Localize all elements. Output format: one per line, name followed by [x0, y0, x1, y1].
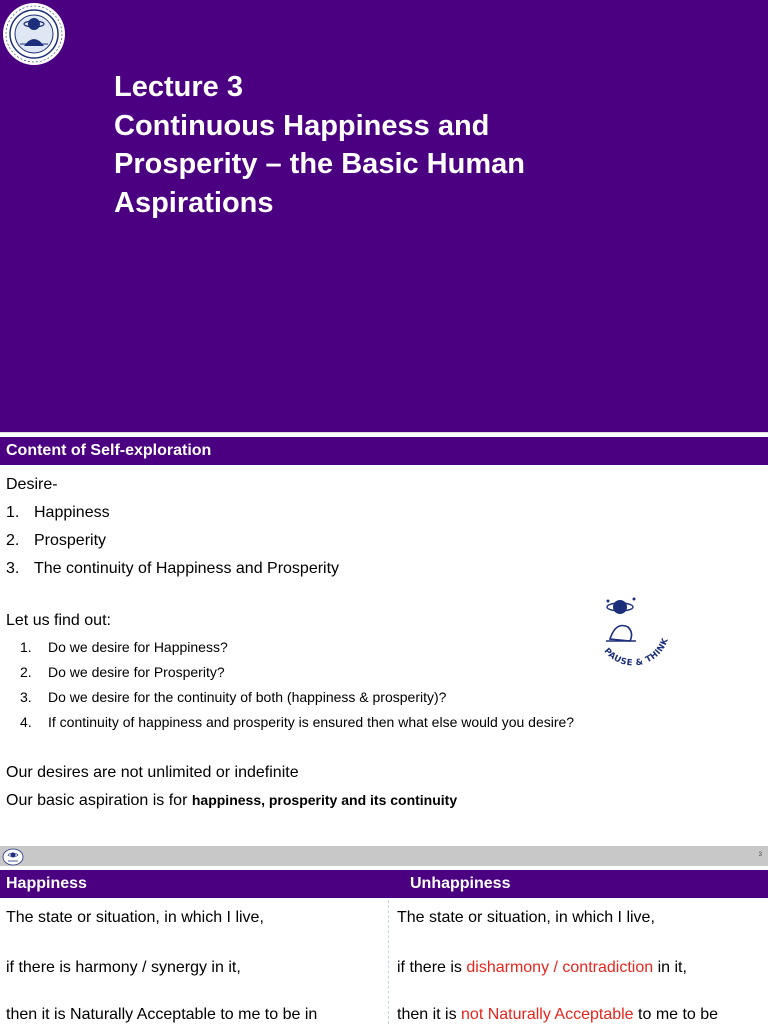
- list-item: [6, 504, 110, 522]
- column-divider: [388, 900, 389, 1024]
- list-number: 2.: [6, 532, 20, 549]
- title-slide: [0, 0, 768, 432]
- happiness-line-1: The state or situation, in which I live,: [6, 909, 264, 926]
- happiness-line-3: then it is Naturally Acceptable to me to be in: [6, 1006, 318, 1023]
- pause-think-text: PAUSE & THINK: [601, 636, 671, 669]
- list-item: [6, 560, 339, 578]
- question-text: If continuity of happiness and prosperity is ensured then what else would you desire?: [48, 714, 575, 730]
- list-text: Prosperity: [34, 532, 107, 549]
- list-number: 1.: [6, 504, 20, 521]
- content-slide: [0, 432, 768, 836]
- text-run: in it,: [653, 959, 687, 976]
- title-line: Continuous Happiness and: [114, 109, 490, 142]
- aspiration-statement: [6, 792, 457, 810]
- list-text: The continuity of Happiness and Prosperity: [34, 560, 340, 577]
- unhappiness-line-3: [397, 1006, 718, 1024]
- column-header-happiness: Happiness: [6, 875, 87, 892]
- happiness-line-2: if there is harmony / synergy in it,: [6, 959, 241, 976]
- desire-label: Desire-: [6, 476, 58, 493]
- universal-human-values-logo-icon: [2, 2, 66, 66]
- slide-header-title: Content of Self-exploration: [6, 442, 212, 459]
- find-out-label: Let us find out:: [6, 612, 111, 629]
- slide-title: [114, 68, 754, 222]
- title-line: Aspirations: [114, 186, 274, 219]
- highlighted-text: not Naturally Acceptable: [461, 1006, 634, 1023]
- desires-statement: Our desires are not unlimited or indefinite: [6, 764, 299, 781]
- question-text: Do we desire for Prosperity?: [48, 664, 225, 680]
- column-header-unhappiness: Unhappiness: [410, 875, 511, 892]
- text-run: then it is: [397, 1006, 462, 1023]
- comparison-slide: [0, 844, 768, 1024]
- aspiration-prefix: Our basic aspiration is for: [6, 792, 192, 809]
- table-header-bar: [0, 870, 768, 898]
- text-run: if there is: [397, 959, 467, 976]
- title-line: Lecture 3: [114, 71, 243, 103]
- universal-human-values-logo-icon: [2, 848, 24, 866]
- highlighted-text: disharmony / contradiction: [466, 959, 654, 976]
- unhappiness-line-2: [397, 959, 687, 977]
- aspiration-emphasis: happiness, prosperity and its continuity: [191, 792, 458, 808]
- pause-and-think-icon: [592, 593, 672, 669]
- slide-header-bar: [0, 437, 768, 465]
- slide-top-bar: [0, 846, 768, 866]
- question-text: Do we desire for Happiness?: [48, 639, 228, 655]
- question-item: [20, 639, 228, 655]
- list-number: 3.: [6, 560, 20, 577]
- list-number: 4.: [20, 714, 32, 730]
- list-number: 3.: [20, 689, 32, 705]
- question-item: [20, 714, 574, 730]
- list-number: 2.: [20, 664, 32, 680]
- title-line: Prosperity – the Basic Human: [114, 148, 525, 180]
- list-item: [6, 532, 106, 550]
- list-number: 1.: [20, 639, 32, 655]
- unhappiness-line-1: The state or situation, in which I live,: [397, 909, 655, 926]
- list-text: Happiness: [34, 504, 110, 521]
- page-number: 3: [758, 852, 762, 858]
- text-run: to me to be: [633, 1006, 719, 1023]
- question-text: Do we desire for the continuity of both (happiness & prosperity)?: [48, 689, 447, 705]
- question-item: [20, 689, 446, 705]
- question-item: [20, 664, 225, 680]
